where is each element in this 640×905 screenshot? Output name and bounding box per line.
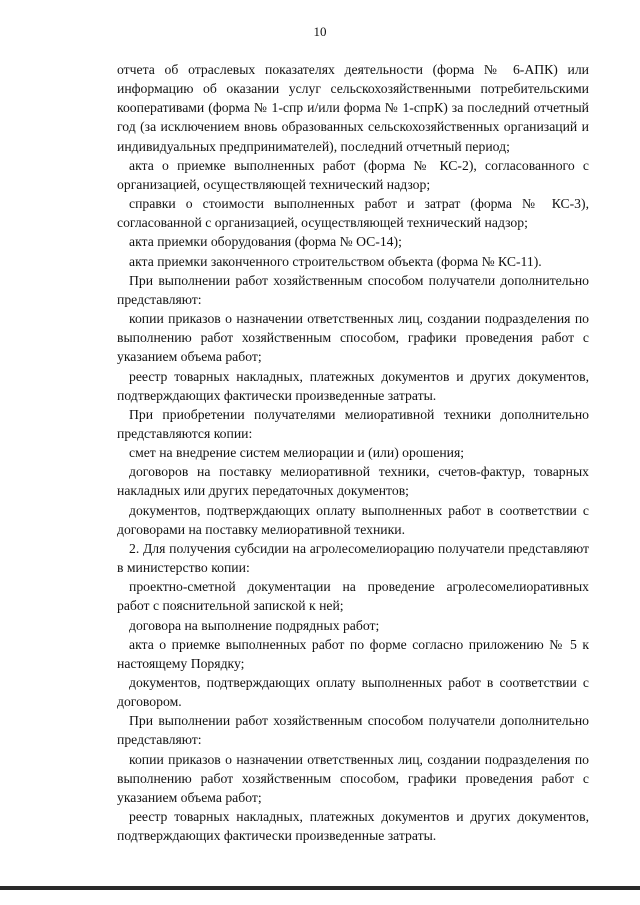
paragraph-design-documentation: проектно-сметной документации на проведение агролесомелиоративных работ с пояснительной запиской к ней;	[117, 579, 589, 614]
paragraph-invoice-register: реестр товарных накладных, платежных документов и других документов, подтверждающих фактически произведенные затраты.	[117, 368, 589, 403]
paragraph-machinery-intro: При приобретении получателями мелиоративной техники дополнительно представляются копии:	[117, 406, 589, 441]
document-body	[117, 60, 589, 845]
paragraph-agroforestry-intro: 2. Для получения субсидии на агролесомелиорацию получатели представляют в министерство копии:	[117, 540, 589, 576]
paragraph-orders-copies: копии приказов о назначении ответственных лиц, создании подразделения по выполнению работ хозяйственным способом, графики проведения работ с указанием объема работ;	[117, 311, 589, 365]
paragraph-financial-report: отчета об отраслевых показателях деятельности (форма № 6-АПК) или информацию об оказании услуг сельскохозяйственными потребительскими кооперативами (форма № 1-спр и/или форма № 1-спрК) за последний отчетный год (за исключением вновь образованных сельскохозяйственных организаций и индивидуальных предпринимателей), последний отчетный период;	[117, 62, 589, 154]
paragraph-act-ks11: акта приемки законченного строительством объекта (форма № КС-11).	[129, 253, 542, 269]
paragraph-orders-copies-2: копии приказов о назначении ответственных лиц, создании подразделения по выполнению работ хозяйственным способом, графики проведения работ с указанием объема работ;	[117, 751, 589, 805]
bottom-divider	[0, 886, 640, 890]
paragraph-invoice-register-2: реестр товарных накладных, платежных документов и других документов, подтверждающих фактически произведенные затраты.	[117, 809, 589, 844]
paragraph-supply-contracts: договоров на поставку мелиоративной техники, счетов-фактур, товарных накладных или других передаточных документов;	[117, 464, 589, 499]
paragraph-certificate-ks3: справки о стоимости выполненных работ и затрат (форма № КС-3), согласованной с организацией, осуществляющей технический надзор;	[117, 196, 589, 231]
paragraph-payment-contract: документов, подтверждающих оплату выполненных работ в соответствии с договором.	[117, 675, 589, 710]
paragraph-household-method-intro: При выполнении работ хозяйственным способом получатели дополнительно представляют:	[117, 272, 589, 307]
paragraph-acceptance-act: акта о приемке выполненных работ по форме согласно приложению № 5 к настоящему Порядку;	[117, 636, 589, 671]
paragraph-act-os14: акта приемки оборудования (форма № ОС-14);	[129, 234, 402, 250]
paragraph-act-ks2: акта о приемке выполненных работ (форма № КС-2), согласованного с организацией, осуществляющей технический надзор;	[117, 157, 589, 192]
paragraph-payment-documents: документов, подтверждающих оплату выполненных работ в соответствии с договорами на поставку мелиоративной техники.	[117, 502, 589, 537]
page-number: 10	[313, 24, 327, 39]
paragraph-household-method-intro-2: При выполнении работ хозяйственным способом получатели дополнительно представляют:	[117, 713, 589, 748]
paragraph-contract-works: договора на выполнение подрядных работ;	[129, 617, 380, 633]
paragraph-estimates: смет на внедрение систем мелиорации и (или) орошения;	[129, 445, 465, 461]
